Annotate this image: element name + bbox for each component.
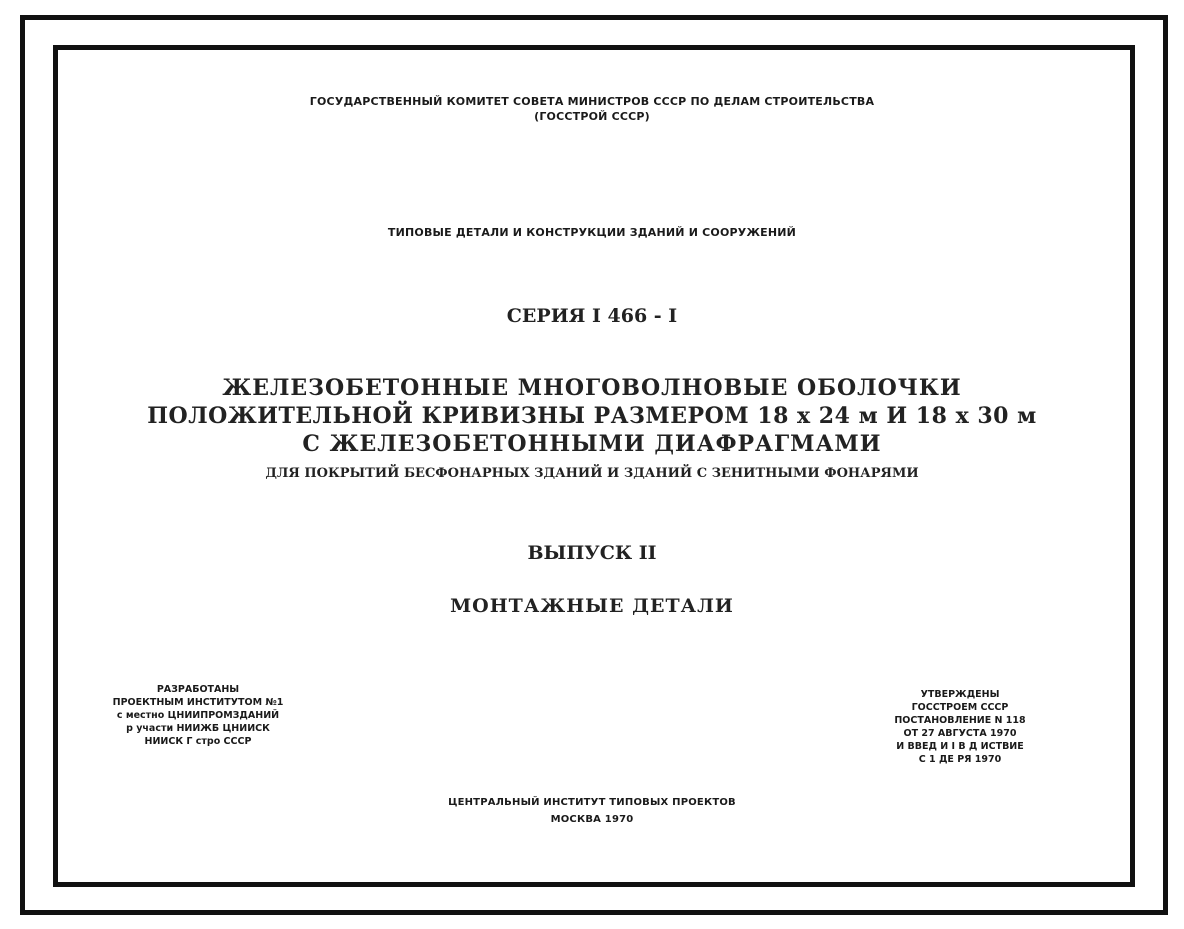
title-line-1: ЖЕЛЕЗОБЕТОННЫЕ МНОГОВОЛНОВЫЕ ОБОЛОЧКИ (222, 375, 962, 401)
approved-line-6: С 1 ДЕ РЯ 1970 (918, 754, 1002, 765)
issue-heading: ВЫПУСК II (527, 542, 657, 564)
developed-by-block (108, 683, 288, 748)
publisher-city-year: МОСКВА 1970 (550, 814, 634, 825)
developed-line-2: ПРОЕКТНЫМ ИНСТИТУТОМ №1 (112, 697, 284, 708)
part-heading: МОНТАЖНЫЕ ДЕТАЛИ (450, 595, 734, 617)
title-line-3: С ЖЕЛЕЗОБЕТОННЫМИ ДИАФРАГМАМИ (302, 431, 882, 457)
developed-line-5: НИИСК Г стро СССР (144, 736, 252, 747)
approved-line-2: ГОССТРОЕМ СССР (911, 702, 1009, 713)
committee-line-1: ГОСУДАРСТВЕННЫЙ КОМИТЕТ СОВЕТА МИНИСТРОВ СССР ПО ДЕЛАМ СТРОИТЕЛЬСТВА (309, 95, 875, 108)
approved-line-1: УТВЕРЖДЕНЫ (920, 689, 1000, 700)
publisher-institute: ЦЕНТРАЛЬНЫЙ ИНСТИТУТ ТИПОВЫХ ПРОЕКТОВ (448, 797, 736, 808)
approved-line-5: И ВВЕД И I В Д ИСТВИЕ (896, 741, 1024, 752)
approved-line-3: ПОСТАНОВЛЕНИЕ N 118 (894, 715, 1026, 726)
approved-line-4: ОТ 27 АВГУСТА 1970 (903, 728, 1017, 739)
developed-line-1: РАЗРАБОТАНЫ (156, 684, 240, 695)
series-heading: СЕРИЯ I 466 - I (506, 305, 678, 327)
approved-by-block (870, 688, 1050, 766)
typical-details-heading: ТИПОВЫЕ ДЕТАЛИ И КОНСТРУКЦИИ ЗДАНИЙ И СООРУЖЕНИЙ (387, 226, 797, 239)
title-line-2: ПОЛОЖИТЕЛЬНОЙ КРИВИЗНЫ РАЗМЕРОМ 18 х 24 м И 18 х 30 м (147, 403, 1037, 429)
subtitle: ДЛЯ ПОКРЫТИЙ БЕСФОНАРНЫХ ЗДАНИЙ И ЗДАНИЙ С ЗЕНИТНЫМИ ФОНАРЯМИ (265, 466, 919, 481)
committee-line-2: (ГОССТРОЙ СССР) (534, 110, 650, 123)
developed-line-3: с местно ЦНИИПРОМЗДАНИЙ (116, 710, 280, 721)
developed-line-4: р участи НИИЖБ ЦНИИСК (126, 723, 270, 734)
